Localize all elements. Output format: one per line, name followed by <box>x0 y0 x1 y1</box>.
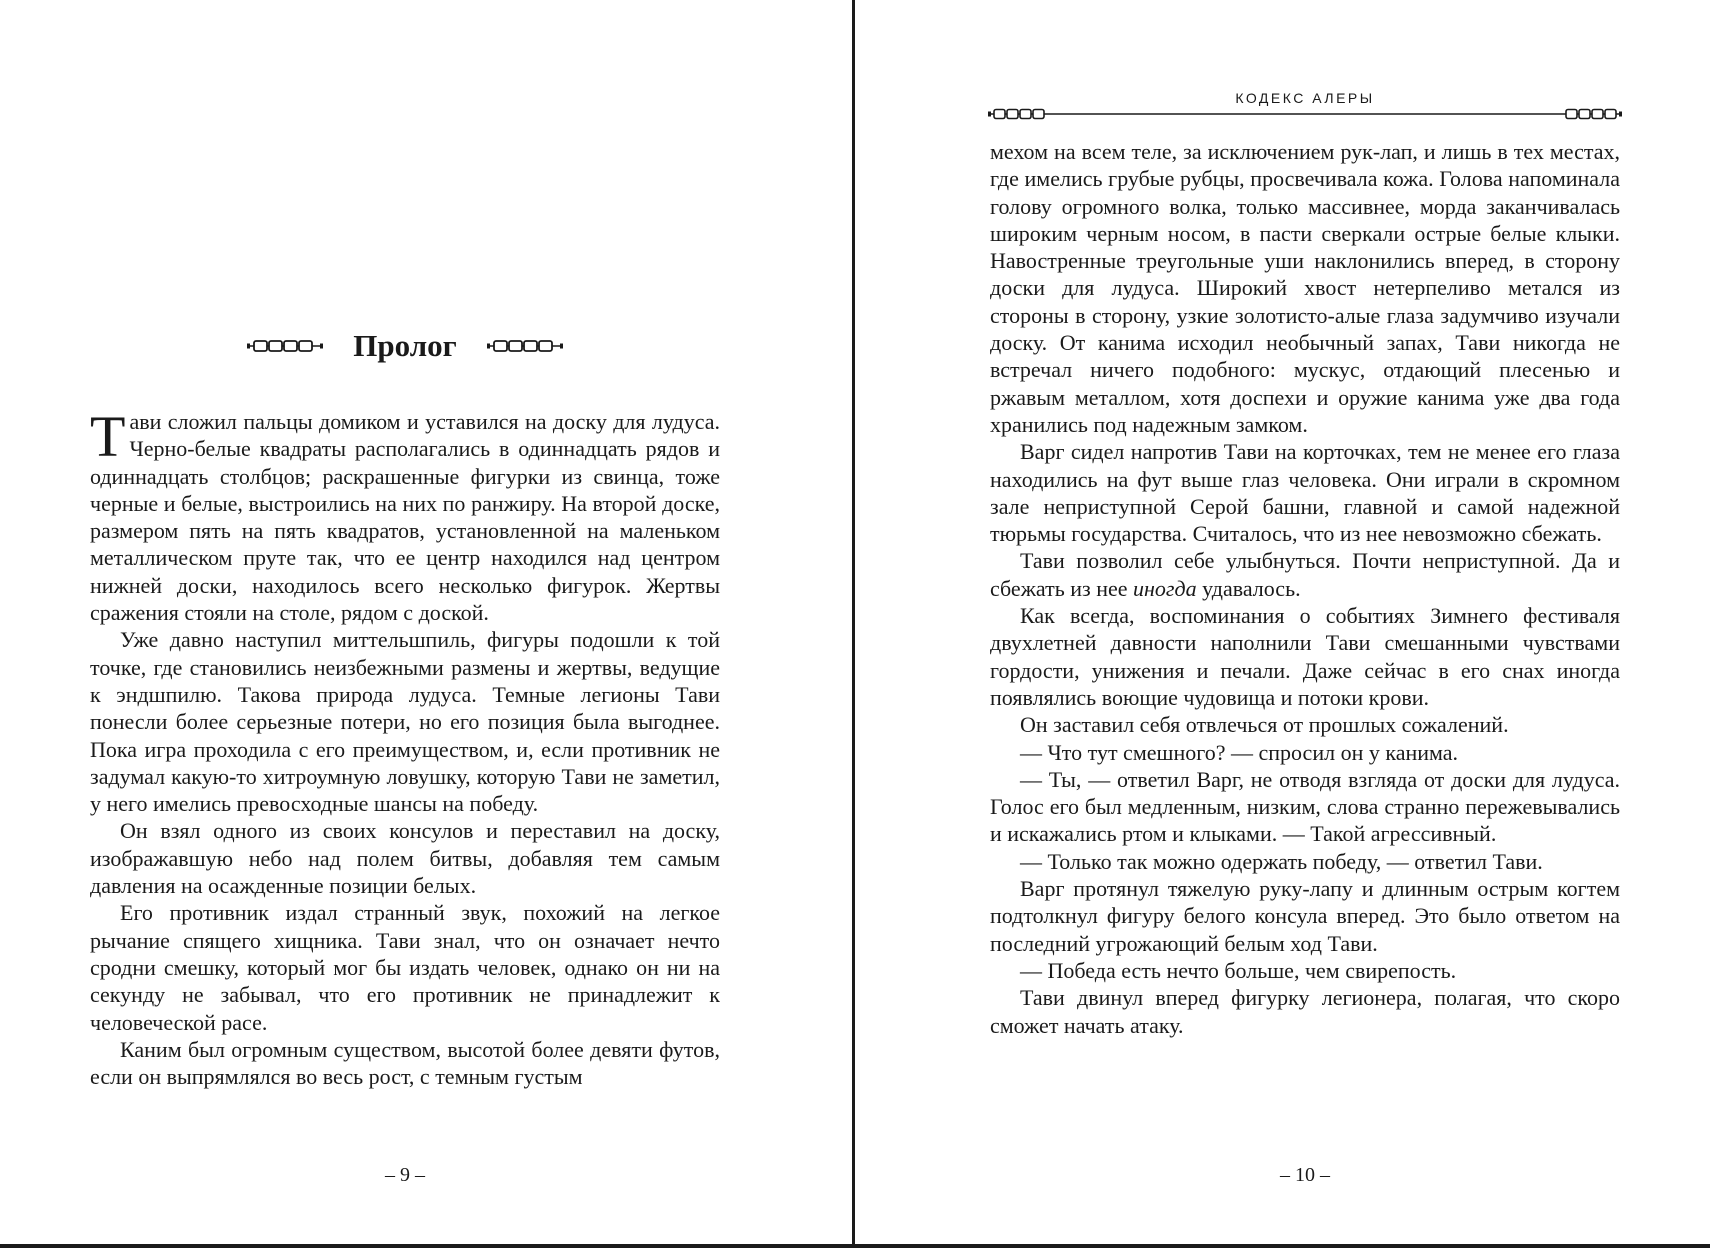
dialogue-line: — Что тут смешного? — спросил он у канима. <box>1020 739 1459 765</box>
paragraph: мехом на всем теле, за исключением рук-лап, и лишь в тех местах, где имелись грубые рубцы, просвечивала кожа. Голова напоминала голову огромного волка, только массивнее, морда заканчивалась широким черным носом, в пасти сверкали острые белые клыки. Навостренные треугольные уши наклонились вперед, в сторону доски для лудуса. Широкий хвост нетерпеливо метался из стороны в сторону, узкие золотисто-алые глаза задумчиво изучали доску. От канима исходил необычный запах, Тави никогда не встречал ничего подобного: мускус, отдающий плесенью и ржавым металлом, хотя доспехи и оружие канима уже два года хранились под надежным замком. <box>990 139 1620 437</box>
paragraph <box>90 404 720 626</box>
chain-ornament-right-icon <box>487 339 563 353</box>
paragraph-text: Тави позволил себе улыбнуться. Почти неприступной. Да и сбежать из нее <box>990 548 1620 601</box>
chain-ornament-left-icon <box>247 339 323 353</box>
left-page <box>90 0 720 1244</box>
paragraph <box>990 547 1620 602</box>
paragraph: Как всегда, воспоминания о событиях Зимнего фестиваля двухлетней давности наполнили Тави смешанными чувствами гордости, унижения и печали. Даже сейчас в его снах иногда появлялись воющие чудовища и потоки крови. <box>990 603 1620 710</box>
paragraph: Он заставил себя отвлечься от прошлых сожалений. <box>1020 712 1509 738</box>
page-number: – 10 – <box>1280 1164 1330 1186</box>
paragraph: Варг протянул тяжелую руку-лапу и длинным острым когтем подтолкнул фигуру белого консула вперед. Это было ответом на последний угрожающий белым ход Тави. <box>990 876 1620 956</box>
right-page <box>990 0 1620 1244</box>
chapter-title: Пролог <box>353 328 457 363</box>
dialogue-line: — Победа есть нечто больше, чем свирепость. <box>1020 957 1457 983</box>
prologue-heading <box>90 328 720 364</box>
left-page-body <box>90 404 720 1090</box>
paragraph: Тави двинул вперед фигурку легионера, полагая, что скоро сможет начать атаку. <box>990 985 1620 1038</box>
paragraph: Его противник издал странный звук, похожий на легкое рычание спящего хищника. Тави знал, что он означает нечто сродни смешку, который мог бы издать человек, однако он ни на секунду не забывал, что его противник не принадлежит к человеческой расе. <box>90 900 720 1035</box>
paragraph: Уже давно наступил миттельшпиль, фигуры подошли к той точке, где становились неизбежными размены и жертвы, ведущие к эндшпилю. Такова природа лудуса. Темные легионы Тави понесли более серьезные потери, но его позиция была выгоднее. Пока игра проходила с его преимуществом, и, если противник не задумал какую-то хитроумную ловушку, которую Тави не заметил, у него имелись превосходные шансы на победу. <box>90 627 720 817</box>
scan-bottom-border <box>0 1244 1710 1248</box>
right-page-body <box>990 138 1620 1039</box>
drop-cap: Т <box>90 404 126 469</box>
header-chain-rule-icon <box>988 108 1622 120</box>
dialogue-line: — Ты, — ответил Варг, не отводя взгляда от доски для лудуса. Голос его был медленным, низким, слова странно пережевывались и искажались ртом и клыками. — Такой агрессивный. <box>990 766 1620 847</box>
paragraph: Варг сидел напротив Тави на корточках, тем не менее его глаза находились на фут выше глаз человека. Они играли в скромном зале неприступной Серой башни, главной и самой надежной тюрьмы государства. Считалось, что из нее невозможно сбежать. <box>990 439 1620 547</box>
page-gutter-divider <box>852 0 855 1248</box>
italic-word: иногда <box>1133 575 1197 601</box>
paragraph-text: ави сложил пальцы домиком и уставился на доску для лудуса. Черно-белые квадраты располагались в одиннадцать рядов и одиннадцать столбцов; раскрашенные фигурки из свинца, тоже черные и белые, выстроились на них по ранжиру. На второй доске, размером пять на пять квадратов, установленной на маленьком металлическом пруте так, что ее центр находился над центром нижней доски, находилось всего несколько фигурок. Жертвы сражения стояли на столе, рядом с доской. <box>90 409 720 626</box>
paragraph: Каним был огромным существом, высотой более девяти футов, если он выпрямлялся во весь рост, с темным густым <box>90 1036 720 1090</box>
paragraph-text: удавалось. <box>1196 575 1301 601</box>
page-number: – 9 – <box>385 1164 425 1186</box>
dialogue-line: — Только так можно одержать победу, — ответил Тави. <box>1020 848 1543 874</box>
running-head: КОДЕКС АЛЕРЫ <box>1235 90 1375 106</box>
paragraph: Он взял одного из своих консулов и переставил на доску, изображавшую небо над полем битвы, добавляя тем самым давления на осажденные позиции белых. <box>90 818 720 899</box>
